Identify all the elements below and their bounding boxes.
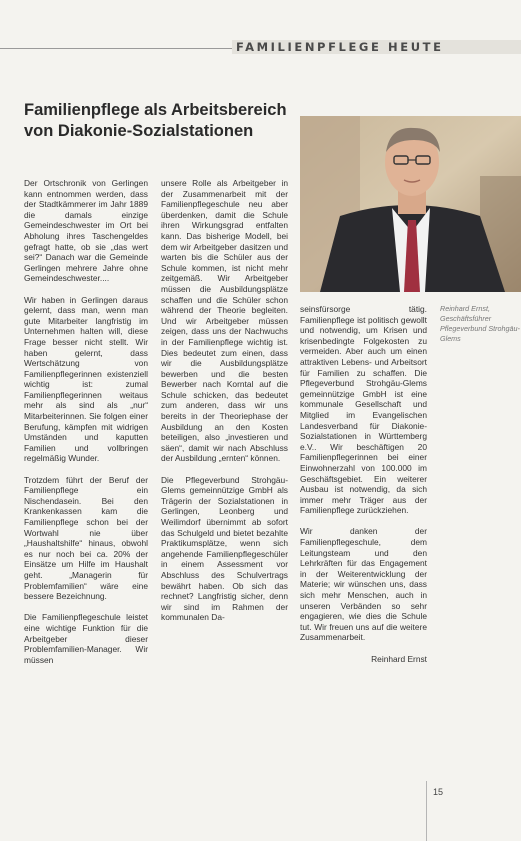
paragraph: Die Pflegeverbund Strohgäu-Glems gemeinnützige GmbH als Trägerin der Sozialstationen in Gerlingen, Leonberg und Weilimdorf übernimmt ab sofort das Schulgeld und bietet bezahlte Praktikumsplätze, wenn sich angehende Familienpflegeschüler in einem Assessment vor Abschluss des Schulvertrags bewährt haben. Ob sich das rechnet? Langfristig sicher, denn wir sind im Rahmen der kommunalen Da- (161, 474, 288, 623)
author-signature: Reinhard Ernst (371, 653, 427, 664)
paragraph: Der Ortschronik von Gerlingen kann entnommen werden, dass der Stadtkämmerer im Jahr 1889 die damals einzige Gemeindeschwester im Ort bei Abholung ihres Taschengeldes gefragt hatte, ob sie „das wert sei?“ Danach war die Gemeinde Gerlingen mehrere Jahre ohne Gemeindeschwester.... (24, 178, 148, 284)
header-rule (0, 48, 238, 49)
article-title: Familienpflege als Arbeitsbereich von Diakonie-Sozialstationen (24, 101, 287, 140)
paragraph: Trotzdem führt der Beruf der Familienpflege ein Nischendasein. Bei den Krankenkassen kam die Familienpflege schon bei der Wortwahl nie über „Haushaltshilfe“ hinaus, obwohl es nur noch bei ca. 20% der Einsätze um Hilfe im Haushalt geht. „Managerin für Problemfamilien“ wäre eine bessere Bezeichnung. (24, 474, 148, 602)
page-number-rule (426, 781, 427, 841)
author-photo (300, 116, 521, 292)
photo-caption: Reinhard Ernst, Geschäftsführer Pflegeverbund Strohgäu-Glems (440, 304, 520, 343)
page-number: 15 (433, 787, 444, 797)
section-header: FAMILIENPFLEGE HEUTE (236, 40, 444, 54)
article-column-3 (300, 304, 427, 675)
paragraph: Wir danken der Familienpflegeschule, dem Leitungsteam und den Lehrkräften für das Engagement in der Weiterentwicklung der Materie; wir wünschen uns, dass sich mehr Menschen, auch in unseren Verbänden so sehr engagieren, wie dies die Schule tut. Wir freuen uns auf die weitere Zusammenarbeit. (300, 526, 427, 643)
paragraph: unsere Rolle als Arbeitgeber in der Zusammenarbeit mit der Familienpflegeschule neu aber überdenken, damit die Schule ihren Wirkungsgrad entfalten kann. Das bisherige Modell, bei dem wir Arbeitgeber dasitzen und warten bis die Schüler aus der Schule kommen, ist nicht mehr zeitgemäß. Wir Arbeitgeber müssen die Ausbildungsplätze schaffen und die Schüler schon während der Theorie begleiten. Und wir Arbeitgeber müssen zeigen, dass uns der Nachwuchs in der Familienpflege wichtig ist. Dies bedeutet zum einen, dass wir die Ausbildungsplätze bewerben und die besten Bewerber nach Korntal auf die Schule schicken, das bedeutet zum anderen, dass wir uns bereits in der Theoriephase der Ausbildung an den Kosten beteiligen, also „investieren und säen“, damit wir nach Abschluss der Ausbildung „ernten“ können. (161, 178, 288, 464)
author-photo-illustration (300, 116, 521, 292)
paragraph: Die Familienpflegeschule leistet eine wichtige Funktion für die Arbeitgeber dieser Problemfamilien-Manager. Wir müssen (24, 612, 148, 665)
paragraph: seinsfürsorge tätig. Familienpflege ist politisch gewollt und notwendig, um Krisen und krisenbedingte Folgekosten zu vermeiden. Aber auch um einen attraktiven Lebens- und Arbeitsort für Familien zu schaffen. Die Pflegeverbund Strohgäu-Glems gemeinnützige GmbH ist eine kommunale Gesellschaft und Mitglied im Evangelischen Landesverband für Diakonie-Sozialstationen in Württemberg e.V.. Wir beschäftigen 20 Familienpflegerinnen bei einer Einwohnerzahl von 100.000 im Geschäftsgebiet. Ein weiterer Ausbau ist notwendig, da sich immer mehr Träger aus der Familienpflege zurückziehen. (300, 304, 427, 516)
article-column-2 (161, 178, 288, 634)
article-column-1 (24, 178, 148, 676)
paragraph: Wir haben in Gerlingen daraus gelernt, dass man, wenn man gute Mitarbeiter langfristig im Unternehmen halten will, diese Frage besser nicht stellt. Wir haben gelernt, dass Wertschätzung von Familienpflegerinnen existenziell wichtig ist: zumal Familienpflegerinnen weitaus mehr als sind als „nur“ Mitarbeiterinnen. Sie folgen einer Berufung, kämpfen mit widrigen Umständen und kaputten Familien und vollbringen regelmäßig Wunder. (24, 294, 148, 464)
